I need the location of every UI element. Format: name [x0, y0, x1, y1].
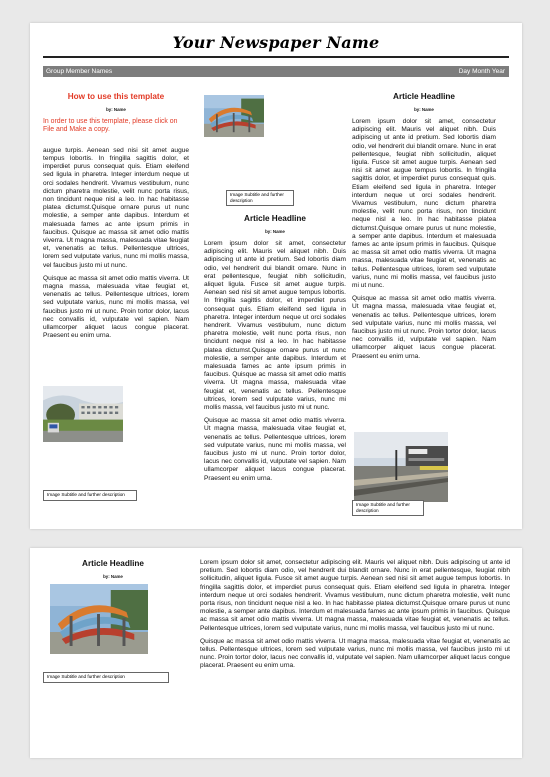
issue-date: Day Month Year — [458, 68, 505, 75]
image-caption: Image Subtitle and further description — [226, 190, 294, 206]
image-caption: Image Subtitle and further description — [43, 672, 169, 683]
newspaper-page-2 — [30, 548, 522, 758]
article-byline: by: Name — [414, 107, 434, 112]
column-middle-paragraph-2: Quisque ac massa sit amet odio mattis viverra. Ut magna massa, malesuada vitae feugiat et, venenatis ac tellus. Pellentesque ultrices, lorem sed vulputate varius, nunc mi mollis massa, vel faucibus justo mi ut nunc. Proin tortor dolor, lacus nec convallis id, vulputate vel sapien. Nam ullamcorper aliquet lacus congue placerat. Praesent eu enim urna. — [204, 417, 346, 482]
group-member-names: Group Member Names — [46, 68, 113, 75]
template-headline: How to use this template — [67, 92, 165, 101]
image-caption: Image Subtitle and further description — [352, 500, 424, 516]
column-left — [43, 92, 189, 345]
template-instructions: In order to use this template, please click on File and Make a copy. — [43, 118, 178, 134]
article-byline: by: Name — [103, 574, 123, 579]
masthead-title: Your Newspaper Name — [172, 33, 380, 52]
template-byline: by: Name — [106, 107, 126, 112]
column-left-paragraph-1: augue turpis. Aenean sed nisi sit amet augue tempus lobortis. In fringilla sagittis dolor, et imperdiet purus consequat quis. Etiam eleifend sed ligula in pharetra. Integer interdum neque ut orci sodales hendrerit. Vivamus vestibulum, nunc dictum pharetra molestie, velit nunc porta risus, non tincidunt neque nisl a leo. In hac habitasse platea dictumst.Quisque ornare purus ut nunc molestie, a semper ante dapibus. Interdum et malesuada fames ac ante ipsum primis in faucibus. Quisque ac massa sit amet odio mattis viverra. Ut magna massa, malesuada vitae feugiat et, venenatis ac tellus. Pellentesque ultrices, lorem sed vulputate varius, nunc mi mollis massa, vel faucibus justo mi ut nunc. — [43, 146, 189, 269]
article-headline: Article Headline — [244, 214, 306, 223]
article-headline: Article Headline — [393, 92, 455, 101]
newspaper-page — [30, 23, 522, 529]
masthead-rule — [43, 56, 509, 58]
station-photo — [354, 432, 448, 502]
article-headline: Article Headline — [82, 559, 144, 568]
building-photo — [43, 386, 123, 442]
column-right — [352, 92, 496, 366]
page2-paragraph-1: Lorem ipsum dolor sit amet, consectetur adipiscing elit. Mauris vel aliquet nibh. Duis adipiscing ut ante id pretium. Sed lobortis diam odio, vel hendrerit dui blandit ornare. Nunc in erat pellentesque, feugiat nibh sollicitudin, aliquet ligula. Fusce sit amet augue turpis. Aenean sed nisi sit amet augue tempus lobortis. In fringilla sagittis dolor, et imperdiet purus consequat quis. Etiam eleifend sed ligula in pharetra. Integer interdum neque ut orci sodales hendrerit. Vivamus vestibulum, nunc dictum pharetra molestie, velit nunc porta risus, non tincidunt neque nisl a leo. In hac habitasse platea dictumst.Quisque ornare purus ut nunc molestie, a semper ante dapibus. Interdum et malesuada fames ac ante ipsum primis in faucibus. Quisque ac massa sit amet odio mattis viverra. Ut magna massa, malesuada vitae feugiat et, venenatis ac tellus. Pellentesque ultrices, lorem sed vulputate varius, nunc mi mollis massa, vel faucibus justo mi ut nunc. — [200, 559, 510, 632]
column-middle — [204, 214, 346, 488]
page2-paragraph-2: Quisque ac massa sit amet odio mattis viverra. Ut magna massa, malesuada vitae feugiat et, venenatis ac tellus. Pellentesque ultrices, lorem sed vulputate varius, nunc mi mollis massa, vel faucibus justo mi ut nunc. Proin tortor dolor, lacus nec convallis id, vulputate vel sapien. Nam ullamcorper aliquet lacus congue placerat. Praesent eu enim urna. — [200, 637, 510, 670]
waterslide-photo — [204, 95, 264, 137]
page2-article-body — [200, 559, 510, 676]
column-middle-paragraph-1: Lorem ipsum dolor sit amet, consectetur adipiscing elit. Mauris vel aliquet nibh. Duis adipiscing ut ante id pretium. Sed lobortis diam odio, vel hendrerit dui blandit ornare. Nunc in erat pellentesque, feugiat nibh sollicitudin, aliquet ligula. Fusce sit amet augue turpis. Aenean sed nisi sit amet augue tempus lobortis. In fringilla sagittis dolor, et imperdiet purus consequat quis. Etiam eleifend sed ligula in pharetra. Integer interdum neque ut orci sodales hendrerit. Vivamus vestibulum, nunc dictum pharetra molestie, velit nunc porta risus, non tincidunt neque nisl a leo. In hac habitasse platea dictumst.Quisque ornare purus ut nunc molestie, a semper ante dapibus. Interdum et malesuada fames ac ante ipsum primis in faucibus. Quisque ac massa sit amet odio mattis viverra. Ut magna massa, malesuada vitae feugiat et, venenatis ac tellus. Pellentesque ultrices, lorem sed vulputate varius, nunc mi mollis massa, vel faucibus justo mi ut nunc. — [204, 240, 346, 412]
column-right-paragraph-1: Lorem ipsum dolor sit amet, consectetur adipiscing elit. Mauris vel aliquet nibh. Duis adipiscing ut ante id pretium. Sed lobortis diam odio, vel hendrerit dui blandit ornare. Nunc in erat pellentesque, feugiat nibh sollicitudin, aliquet ligula. Fusce sit amet augue turpis. Aenean sed nisi sit amet augue tempus lobortis. In fringilla sagittis dolor, et imperdiet purus consequat quis. Etiam eleifend sed ligula in pharetra. Integer interdum neque ut orci sodales hendrerit. Vivamus vestibulum, nunc dictum pharetra molestie, velit nunc porta risus, non tincidunt neque nisl a leo. In hac habitasse platea dictumst.Quisque ornare purus ut nunc molestie, a semper ante dapibus. Interdum et malesuada fames ac ante ipsum primis in faucibus. Quisque ac massa sit amet odio mattis viverra. Ut magna massa, malesuada vitae feugiat et, venenatis ac tellus. Pellentesque ultrices, lorem sed vulputate varius, nunc mi mollis massa, vel faucibus justo mi ut nunc. — [352, 118, 496, 290]
page2-left-column — [43, 559, 183, 585]
image-caption: Image Subtitle and further description — [43, 490, 137, 501]
column-right-paragraph-2: Quisque ac massa sit amet odio mattis viverra. Ut magna massa, malesuada vitae feugiat et, venenatis ac tellus. Pellentesque ultrices, lorem sed vulputate varius, nunc mi mollis massa, vel faucibus justo mi ut nunc. Proin tortor dolor, lacus nec convallis id, vulputate vel sapien. Nam ullamcorper aliquet lacus congue placerat. Praesent eu enim urna. — [352, 295, 496, 360]
column-left-paragraph-2: Quisque ac massa sit amet odio mattis viverra. Ut magna massa, malesuada vitae feugiat et, venenatis ac tellus. Pellentesque ultrices, lorem sed vulputate varius, nunc mi mollis massa, vel faucibus justo mi ut nunc. Proin tortor dolor, lacus nec convallis id, vulputate vel sapien. Nam ullamcorper aliquet lacus congue placerat. Praesent eu enim urna. — [43, 274, 189, 340]
info-bar — [43, 66, 509, 77]
article-byline: by: Name — [265, 229, 285, 234]
waterslide-photo — [50, 584, 148, 654]
